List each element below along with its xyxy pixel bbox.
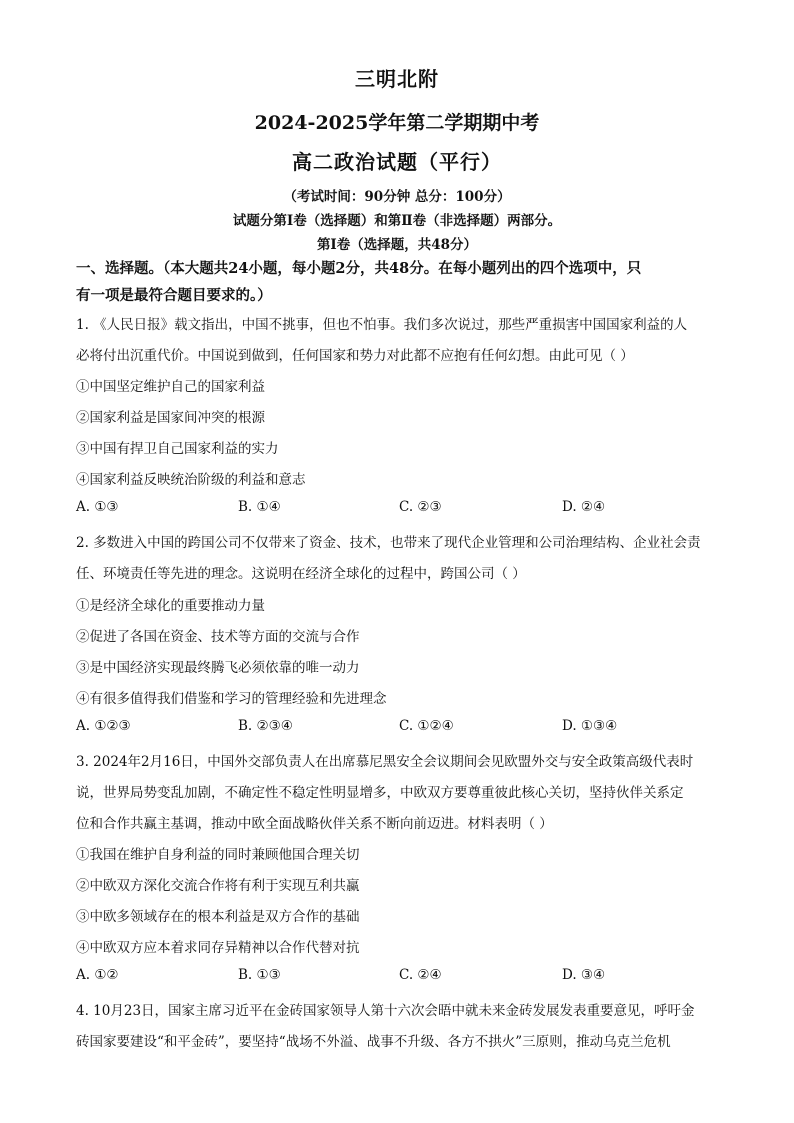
option-c: C. ②③ [399, 499, 442, 515]
option-c: C. ②④ [399, 967, 442, 983]
option-a: A. ①②③ [76, 718, 131, 734]
option-d: D. ①③④ [562, 718, 618, 734]
question-3-stem: 位和合作共赢主基调，推动中欧全面战略伙伴关系不断向前迈进。材料表明（ ） [76, 816, 553, 832]
question-1-statement: ④国家利益反映统治阶级的利益和意志 [76, 472, 306, 488]
option-d: D. ②④ [562, 499, 606, 515]
section-instructions-line: 有一项是最符合题目要求的。） [76, 287, 272, 304]
question-4-stem: 4. 10月23日，国家主席习近平在金砖国家领导人第十六次会晤中就未来金砖发展发表重要意见，呼吁金 [76, 1003, 695, 1019]
section-instructions [76, 255, 726, 309]
option-b: B. ①④ [238, 499, 281, 515]
question-1-statement: ②国家利益是国家间冲突的根源 [76, 410, 265, 426]
option-b: B. ①③ [238, 967, 281, 983]
question-3-options [76, 967, 726, 987]
paper-parts-info: 试题分第Ⅰ卷（选择题）和第Ⅱ卷（非选择题）两部分。 [232, 213, 562, 229]
question-3-statement: ③中欧多领域存在的根本利益是双方合作的基础 [76, 909, 360, 925]
option-c: C. ①②④ [399, 718, 454, 734]
question-2-statement: ②促进了各国在资金、技术等方面的交流与合作 [76, 629, 360, 645]
question-3-stem: 说，世界局势变乱加剧，不确定性不稳定性明显增多，中欧双方要尊重彼此核心关切，坚持伙伴关系定 [76, 785, 684, 801]
option-d: D. ③④ [562, 967, 606, 983]
question-2-options [76, 718, 726, 738]
question-1-stem: 必将付出沉重代价。中国说到做到，任何国家和势力对此都不应抱有任何幻想。由此可见（ ） [76, 348, 634, 364]
option-a: A. ①③ [76, 499, 119, 515]
question-3-statement: ④中欧双方应本着求同存异精神以合作代替对抗 [76, 940, 360, 956]
school-title: 三明北附 [355, 67, 439, 91]
question-1-statement: ①中国坚定维护自己的国家利益 [76, 379, 265, 395]
question-2-stem: 任、环境责任等先进的理念。这说明在经济全球化的过程中，跨国公司（ ） [76, 566, 526, 582]
exam-term-title: 2024-2025学年第二学期期中考 [254, 112, 540, 134]
question-2-statement: ①是经济全球化的重要推动力量 [76, 598, 265, 614]
question-2-stem: 2. 多数进入中国的跨国公司不仅带来了资金、技术，也带来了现代企业管理和公司治理结构、企业社会责 [76, 535, 701, 551]
question-2-statement: ④有很多值得我们借鉴和学习的管理经验和先进理念 [76, 691, 387, 707]
question-3-statement: ①我国在维护自身利益的同时兼顾他国合理关切 [76, 847, 360, 863]
question-1-options [76, 499, 726, 519]
option-b: B. ②③④ [238, 718, 293, 734]
subject-title: 高二政治试题（平行） [292, 150, 502, 174]
question-3-stem: 3. 2024年2月16日，中国外交部负责人在出席慕尼黑安全会议期间会见欧盟外交与安全政策高级代表时 [76, 754, 694, 770]
question-1-statement: ③中国有捍卫自己国家利益的实力 [76, 441, 279, 457]
exam-time-info: （考试时间：90分钟 总分：100分） [283, 189, 511, 205]
question-2-statement: ③是中国经济实现最终腾飞必须依靠的唯一动力 [76, 660, 360, 676]
question-1-stem: 1. 《人民日报》载文指出，中国不挑事，但也不怕事。我们多次说过，那些严重损害中国国家利益的人 [76, 317, 688, 333]
part-one-heading: 第Ⅰ卷（选择题，共48分） [316, 237, 478, 253]
option-a: A. ①② [76, 967, 119, 983]
question-3-statement: ②中欧双方深化交流合作将有利于实现互利共赢 [76, 878, 360, 894]
section-instructions-line: 一、选择题。（本大题共24小题，每小题2分，共48分。在每小题列出的四个选项中，只 [76, 260, 642, 277]
question-4-stem: 砖国家要建设“和平金砖”，要坚持“战场不外溢、战事不升级、各方不拱火”三原则，推动乌克兰危机 [76, 1034, 671, 1050]
